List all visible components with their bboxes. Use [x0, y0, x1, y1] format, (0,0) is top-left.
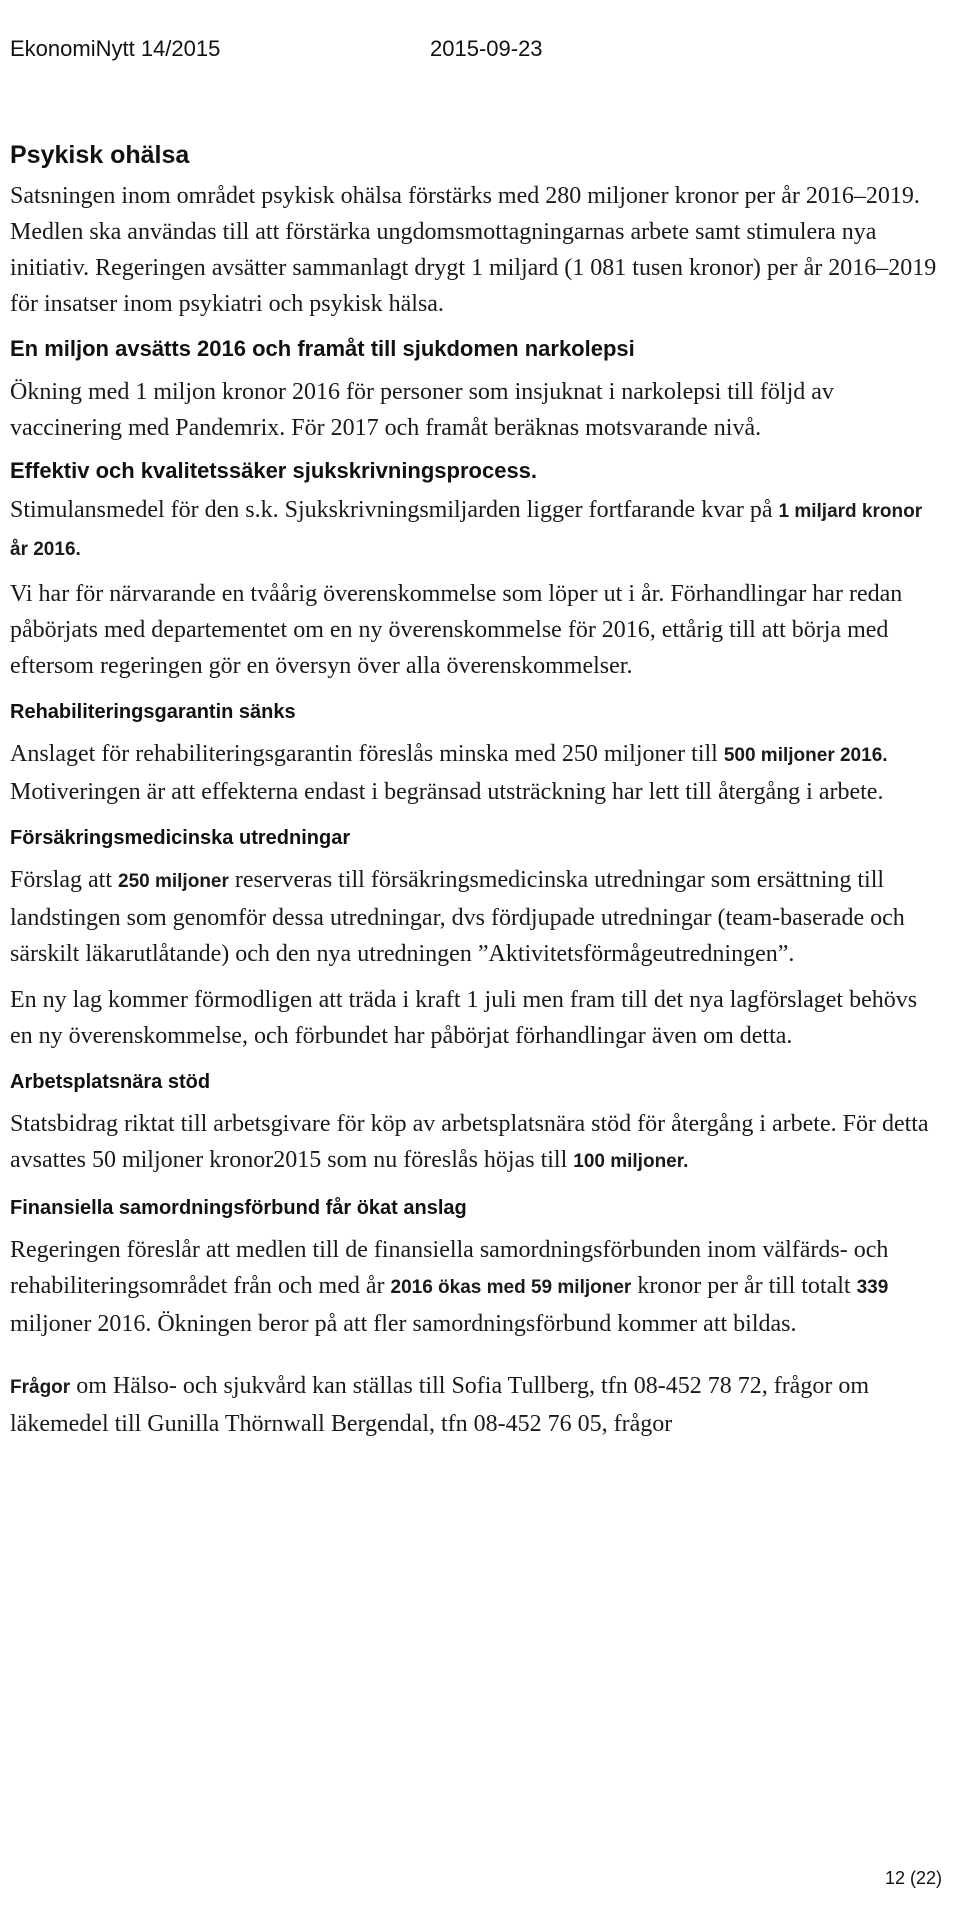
paragraph-overenskommelse: Vi har för närvarande en tvåårig överenskommelse som löper ut i år. Förhandlingar har redan påbörjats med departementet om en ny överenskommelse för 2016, ettårig till att börja med eftersom regeringen gör en översyn över alla överenskommelser.	[10, 581, 903, 679]
heading-arbetsplatsnara: Arbetsplatsnära stöd	[10, 1071, 211, 1093]
emphasis-text: 100 miljoner.	[573, 1151, 689, 1172]
heading-narkolepsi: En miljon avsätts 2016 och framåt till sjukdomen narkolepsi	[10, 336, 635, 361]
heading-sjukskrivningsprocess: Effektiv och kvalitetssäker sjukskrivningsprocess.	[10, 458, 538, 483]
emphasis-text: 1 miljard kronor år 2016.	[10, 501, 923, 560]
heading-psykisk-ohalsa: Psykisk ohälsa	[10, 141, 190, 169]
heading-samordningsforbund: Finansiella samordningsförbund får ökat anslag	[10, 1197, 467, 1219]
heading-rehabiliteringsgarantin: Rehabiliteringsgarantin sänks	[10, 701, 296, 723]
paragraph-sjukskrivning: Stimulansmedel för den s.k. Sjukskrivningsmiljarden ligger fortfarande kvar på 1 miljard kronor år 2016.	[10, 497, 923, 560]
publication-date: 2015-09-23	[430, 36, 543, 61]
paragraph-rehabiliteringsgarantin: Anslaget för rehabiliteringsgarantin föreslås minska med 250 miljoner till 500 miljoner 2016. Motiveringen är att effekterna endast i begränsad utsträckning har lett till återgång i arbete.	[10, 741, 888, 805]
paragraph-narkolepsi: Ökning med 1 miljon kronor 2016 för personer som insjuknat i narkolepsi till följd av vaccinering med Pandemrix. För 2017 och framåt beräknas motsvarande nivå.	[10, 379, 834, 441]
emphasis-text: 2016 ökas med 59 miljoner	[390, 1277, 632, 1298]
emphasis-text: Frågor	[10, 1377, 71, 1398]
publication-name: EkonomiNytt 14/2015	[10, 36, 221, 61]
emphasis-text: 500 miljoner 2016.	[723, 745, 888, 766]
emphasis-text: 339	[856, 1277, 889, 1298]
paragraph-ny-lag: En ny lag kommer förmodligen att träda i kraft 1 juli men fram till det nya lagförslaget behövs en ny överenskommelse, och förbundet har påbörjat förhandlingar även om detta.	[10, 987, 918, 1049]
paragraph-forsakringsmedicinska: Förslag att 250 miljoner reserveras till försäkringsmedicinska utredningar som ersättning till landstingen som genomför dessa utredningar, dvs fördjupade utredningar (team-baserade och särskilt läkarutlåtande) och den nya utredningen ”Aktivitetsförmågeutredningen”.	[10, 867, 905, 967]
heading-forsakringsmedicinska: Försäkringsmedicinska utredningar	[10, 827, 351, 849]
emphasis-text: 250 miljoner	[118, 871, 229, 892]
document-body	[10, 138, 938, 1442]
paragraph-arbetsplatsnara: Statsbidrag riktat till arbetsgivare för köp av arbetsplatsnära stöd för återgång i arbete. För detta avsattes 50 miljoner kronor2015 som nu föreslås höjas till 100 miljoner.	[10, 1111, 929, 1173]
paragraph-psykisk-ohalsa: Satsningen inom området psykisk ohälsa förstärks med 280 miljoner kronor per år 2016–2019. Medlen ska användas till att förstärka ungdomsmottagningarnas arbete samt stimulera nya initiativ. Regeringen avsätter sammanlagt drygt 1 miljard (1 081 tusen kronor) per år 2016–2019 för insatser inom psykiatri och psykisk hälsa.	[10, 183, 937, 317]
page-number: 12 (22)	[884, 1868, 942, 1888]
paragraph-samordningsforbund: Regeringen föreslår att medlen till de finansiella samordningsförbunden inom välfärds- och rehabiliteringsområdet från och med år 2016 ökas med 59 miljoner kronor per år till totalt 339 miljoner 2016. Ökningen beror på att fler samordningsförbund kommer att bildas.	[10, 1237, 889, 1337]
paragraph-contacts: Frågor om Hälso- och sjukvård kan ställas till Sofia Tullberg, tfn 08-452 78 72, frågor om läkemedel till Gunilla Thörnwall Bergendal, tfn 08-452 76 05, frågor	[10, 1373, 869, 1437]
page-header	[10, 36, 950, 66]
